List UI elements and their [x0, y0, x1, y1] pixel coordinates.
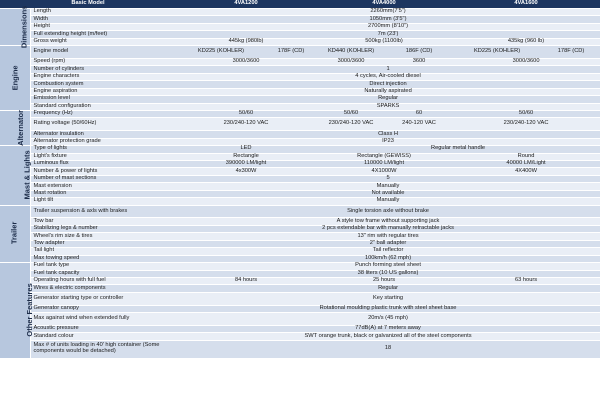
- spec-label: Length: [30, 9, 176, 16]
- spec-value: 20m/s (45 mph): [176, 313, 600, 326]
- spec-row: [0, 73, 600, 80]
- spec-value: 500kg (1100lb): [316, 38, 452, 45]
- section-label-text: Mast & Lights: [22, 150, 32, 200]
- spec-row: [0, 248, 600, 255]
- spec-value: 50/60: [316, 111, 386, 118]
- spec-value: Round: [452, 153, 600, 160]
- spec-value: 178F (CD): [266, 46, 316, 59]
- spec-row: [0, 313, 600, 326]
- spec-value: 178F (CD): [542, 46, 600, 59]
- spec-label: Width: [30, 16, 176, 23]
- spec-value: Rectangle (GEWISS): [316, 153, 452, 160]
- spec-value: 2 pcs extendable bar with manually retractable jacks: [176, 225, 600, 232]
- spec-label: Luminous flux: [30, 161, 176, 168]
- spec-row: [0, 96, 600, 103]
- spec-value: 13" rim with regular tires: [176, 233, 600, 240]
- section-label-text: Alternator: [16, 109, 26, 146]
- spec-value: 63 hours: [452, 277, 600, 284]
- spec-value: 50/60: [452, 111, 600, 118]
- spec-value: Regular: [176, 285, 600, 292]
- spec-value: Direct injection: [176, 81, 600, 88]
- section-label-trailer: [0, 205, 30, 262]
- spec-value: Manually: [176, 183, 600, 190]
- spec-label: Standard colour: [30, 333, 176, 340]
- spec-value: 1: [176, 66, 600, 73]
- section-label-text: Dimensions: [19, 5, 29, 48]
- spec-row: [0, 240, 600, 247]
- spec-value: 4 cycles, Air-cooled diesel: [176, 73, 600, 80]
- spec-row: [0, 205, 600, 218]
- spec-row: [0, 233, 600, 240]
- spec-row: [0, 325, 600, 332]
- spec-label: Acoustic pressure: [30, 325, 176, 332]
- spec-label: Trailer suspension & axls with brakes: [30, 205, 176, 218]
- spec-label: Engine aspiration: [30, 88, 176, 95]
- spec-row: [0, 333, 600, 340]
- spec-value: 3000/3600: [316, 58, 386, 65]
- spec-label: Fuel tank type: [30, 263, 176, 270]
- spec-value: KD225 (KOHLER): [452, 46, 542, 59]
- spec-label: Fuel tank capacity: [30, 270, 176, 277]
- spec-body: [0, 5, 600, 359]
- spec-row: [0, 146, 600, 153]
- spec-value: Regular metal handle: [316, 146, 600, 153]
- spec-value: Class H: [176, 131, 600, 138]
- spec-label: Type of lights: [30, 146, 176, 153]
- spec-row: [0, 340, 600, 358]
- spec-label: Combustion system: [30, 81, 176, 88]
- spec-label: Rating voltage (50/60Hz): [30, 118, 176, 131]
- spec-label: Generator starting type or controller: [30, 292, 176, 305]
- spec-value: 3600: [386, 58, 452, 65]
- spec-label: Gross weight: [30, 38, 176, 45]
- header-row: [0, 0, 600, 9]
- spec-value: 50/60: [176, 111, 316, 118]
- spec-value: LED: [176, 146, 316, 153]
- spec-row: [0, 58, 600, 65]
- spec-label: Number of mast sections: [30, 175, 176, 182]
- spec-label: Alternator insulation: [30, 131, 176, 138]
- spec-label: Wires & electric components: [30, 285, 176, 292]
- section-label-engine: [0, 46, 30, 111]
- spec-label: Frequency (Hz): [30, 111, 176, 118]
- spec-value: KD225 (KOHLER): [176, 46, 266, 59]
- spec-value: 2" ball adapter: [176, 240, 600, 247]
- header-model-1: 4VA1200: [176, 0, 316, 9]
- spec-label: Engine characters: [30, 73, 176, 80]
- section-label-text: Other Features: [24, 283, 34, 337]
- spec-row: [0, 175, 600, 182]
- spec-label: Height: [30, 23, 176, 30]
- spec-value: 435kg (960 lb): [452, 38, 600, 45]
- spec-row: [0, 198, 600, 205]
- spec-label: Mast extension: [30, 183, 176, 190]
- spec-row: [0, 292, 600, 305]
- spec-value: SPARKS: [176, 103, 600, 110]
- spec-value: Single torsion axle without brake: [176, 205, 600, 218]
- spec-row: [0, 46, 600, 59]
- spec-row: [0, 225, 600, 232]
- spec-value: A style tow frame without supporting jack: [176, 218, 600, 225]
- header-title: Basic Model: [0, 0, 176, 9]
- spec-value: 110000 LM/light: [316, 161, 452, 168]
- spec-label: Max towing speed: [30, 255, 176, 262]
- header-model-3: 4VA1600: [452, 0, 600, 9]
- spec-value: 4X400W: [452, 168, 600, 175]
- section-label-alternator: [0, 111, 30, 146]
- section-label-other: [0, 263, 34, 359]
- spec-row: [0, 103, 600, 110]
- spec-value: Not available: [176, 190, 600, 197]
- spec-row: [0, 16, 600, 23]
- spec-label: Emission level: [30, 96, 176, 103]
- spec-label: Engine model: [30, 46, 176, 59]
- section-label-text: Trailer: [9, 222, 19, 245]
- spec-label: Alternator protection grade: [30, 138, 176, 145]
- spec-label: Speed (rpm): [30, 58, 176, 65]
- spec-label: Tow bar: [30, 218, 176, 225]
- spec-value: 445kg (980lb): [176, 38, 316, 45]
- section-label-dimensions: [0, 5, 30, 48]
- spec-label: Mast rotation: [30, 190, 176, 197]
- spec-row: [0, 38, 600, 45]
- spec-value: SWT orange trunk, black or galvanized all of the steel components: [176, 333, 600, 340]
- spec-value: 230/240-120 VAC: [316, 118, 386, 131]
- spec-value: 60: [386, 111, 452, 118]
- spec-row: [0, 81, 600, 88]
- spec-row: [0, 190, 600, 197]
- spec-label: Number of cylinders: [30, 66, 176, 73]
- spec-value: 230/240-120 VAC: [176, 118, 316, 131]
- spec-row: [0, 255, 600, 262]
- spec-value: 3000/3600: [176, 58, 316, 65]
- spec-row: [0, 88, 600, 95]
- spec-value: 186F (CD): [386, 46, 452, 59]
- spec-label: Max against wind when extended fully: [30, 313, 176, 326]
- spec-label: Wheel's rim size & tires: [30, 233, 176, 240]
- spec-value: 3000/3600: [452, 58, 600, 65]
- spec-value: 4x300W: [176, 168, 316, 175]
- spec-label: Number & power of lights: [30, 168, 176, 175]
- spec-value: 25 hours: [316, 277, 452, 284]
- spec-row: [0, 277, 600, 284]
- spec-value: 1050mm (3'5"): [176, 16, 600, 23]
- header-model-2: 4VA4000: [316, 0, 452, 9]
- spec-value: 100km/h (62 mph): [176, 255, 600, 262]
- spec-value: 4X1000W: [316, 168, 452, 175]
- spec-label: Tail light: [30, 248, 176, 255]
- spec-row: [0, 183, 600, 190]
- spec-row: [0, 9, 600, 16]
- spec-row: [0, 161, 600, 168]
- spec-row: [0, 111, 600, 118]
- spec-label: Tow adapter: [30, 240, 176, 247]
- spec-label: Light tilt: [30, 198, 176, 205]
- spec-value: Regular: [176, 96, 600, 103]
- spec-label: Light's fixture: [30, 153, 176, 160]
- spec-value: 2260mm(7'5"): [176, 9, 600, 16]
- spec-row: [0, 285, 600, 292]
- spec-row: [0, 118, 600, 131]
- section-label-text: Engine: [10, 65, 20, 91]
- spec-value: 38 liters (10 US gallons): [176, 270, 600, 277]
- spec-label: Stabilizing legs & number: [30, 225, 176, 232]
- spec-value: KD440 (KOHLER): [316, 46, 386, 59]
- spec-value: Rectangle: [176, 153, 316, 160]
- spec-row: [0, 263, 600, 270]
- spec-value: 390000 LM/light: [176, 161, 316, 168]
- spec-label: Standard configuration: [30, 103, 176, 110]
- spec-value: Tail reflector: [176, 248, 600, 255]
- spec-label: Operating hours with full fuel: [30, 277, 176, 284]
- spec-row: [0, 66, 600, 73]
- spec-value: Key starting: [176, 292, 600, 305]
- spec-value: 240-120 VAC: [386, 118, 452, 131]
- spec-value: Naturally aspirated: [176, 88, 600, 95]
- section-label-mast: [0, 146, 30, 206]
- spec-value: IP23: [176, 138, 600, 145]
- spec-value: Rotational moulding plastic trunk with steel sheet base: [176, 305, 600, 312]
- spec-value: Manually: [176, 198, 600, 205]
- spec-row: [0, 138, 600, 145]
- spec-value: 5: [176, 175, 600, 182]
- spec-value: 230/240-120 VAC: [452, 118, 600, 131]
- spec-row: [0, 305, 600, 312]
- spec-value: 2700mm (8'10"): [176, 23, 600, 30]
- spec-label: Generator canopy: [30, 305, 176, 312]
- spec-label: Full extending height (m/feet): [30, 31, 176, 38]
- spec-value: 18: [176, 340, 600, 358]
- spec-row: [0, 23, 600, 30]
- spec-value: 84 hours: [176, 277, 316, 284]
- spec-value: 77dB(A) at 7 meters away: [176, 325, 600, 332]
- spec-value: Punch forming steel sheet: [176, 263, 600, 270]
- spec-label: Max # of units loading in 40' high container (Some components would be detached): [30, 340, 176, 358]
- spec-value: 7m (23'): [176, 31, 600, 38]
- spec-value: 40000 LM/Light: [452, 161, 600, 168]
